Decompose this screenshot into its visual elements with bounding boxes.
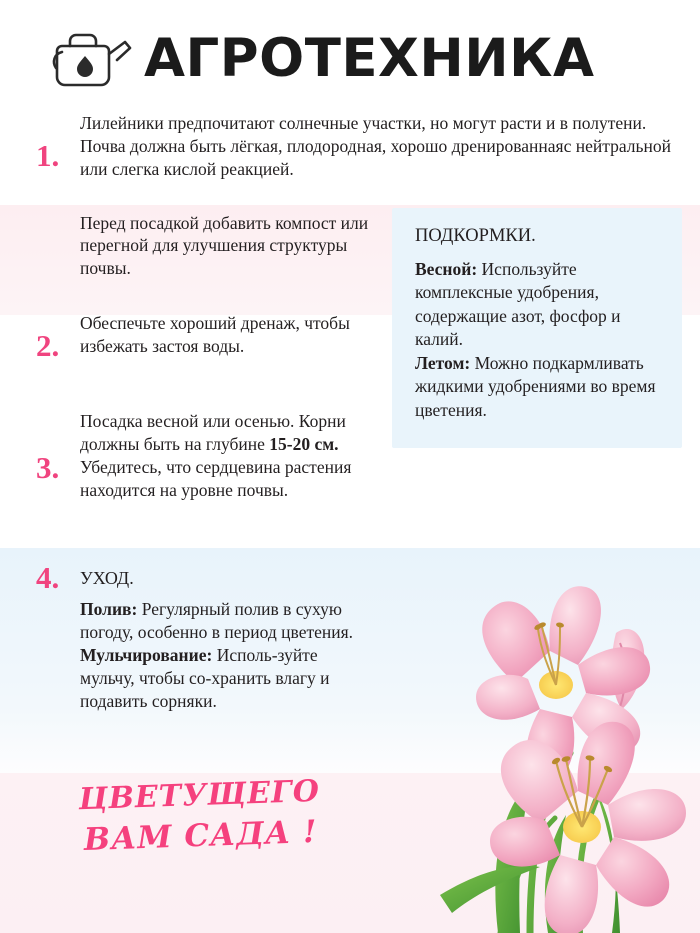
item-1-text: Лилейники предпочитают солнечные участки, но могут расти и в полутени. Почва должна быть лёгкая, плодородная, хорошо дренированнаяс нейтральной или слегка кислой реакцией. xyxy=(80,113,671,180)
item-3-text-after: Убедитесь, что сердцевина растения находится на уровне почвы. xyxy=(80,457,352,501)
spring-text: Используйте комплексные удобрения, содержащие азот, фосфор и калий. xyxy=(415,259,621,350)
spring-label: Весной: xyxy=(415,259,478,279)
item-4-heading: УХОД. xyxy=(80,568,134,588)
item-1-number: 1. xyxy=(36,138,60,173)
item-3-number: 3. xyxy=(36,450,60,485)
watering-can-icon xyxy=(42,22,134,94)
care-text xyxy=(80,598,370,713)
item-2-text: Обеспечьте хороший дренаж, чтобы избежать застоя воды. xyxy=(80,313,350,357)
page-title: АГРОТЕХНИКА xyxy=(144,27,595,89)
planting-note-text: Перед посадкой добавить компост или перегной для улучшения структуры почвы. xyxy=(80,213,369,278)
feeding-title: ПОДКОРМКИ. xyxy=(415,226,536,246)
item-2-number: 2. xyxy=(36,328,60,363)
item-3-text-before: Посадка весной или осенью. Корни должны быть на глубине xyxy=(80,411,346,455)
feeding-text xyxy=(415,258,670,422)
watering-text: Регулярный полив в сухую погоду, особенно в период цветения. xyxy=(80,599,354,643)
item-3-depth: 15-20 см. xyxy=(269,434,339,455)
watering-label: Полив: xyxy=(80,599,138,619)
mulch-label: Мульчирование: xyxy=(80,645,213,666)
header xyxy=(0,18,700,98)
summer-text: Можно подкармливать жидкими удобрениями во время цветения. xyxy=(415,352,656,420)
mulch-text: Исполь-зуйте мульчу, чтобы со-хранить влагу и подавить сорняки. xyxy=(80,645,330,712)
signoff-line-2: ВАМ САДА ! xyxy=(83,813,319,858)
signoff-line-1: ЦВЕТУЩЕГО xyxy=(78,773,321,818)
signoff xyxy=(39,774,361,857)
summer-label: Летом: xyxy=(415,352,471,373)
item-3-text xyxy=(80,410,390,502)
item-4-number: 4. xyxy=(36,560,60,595)
